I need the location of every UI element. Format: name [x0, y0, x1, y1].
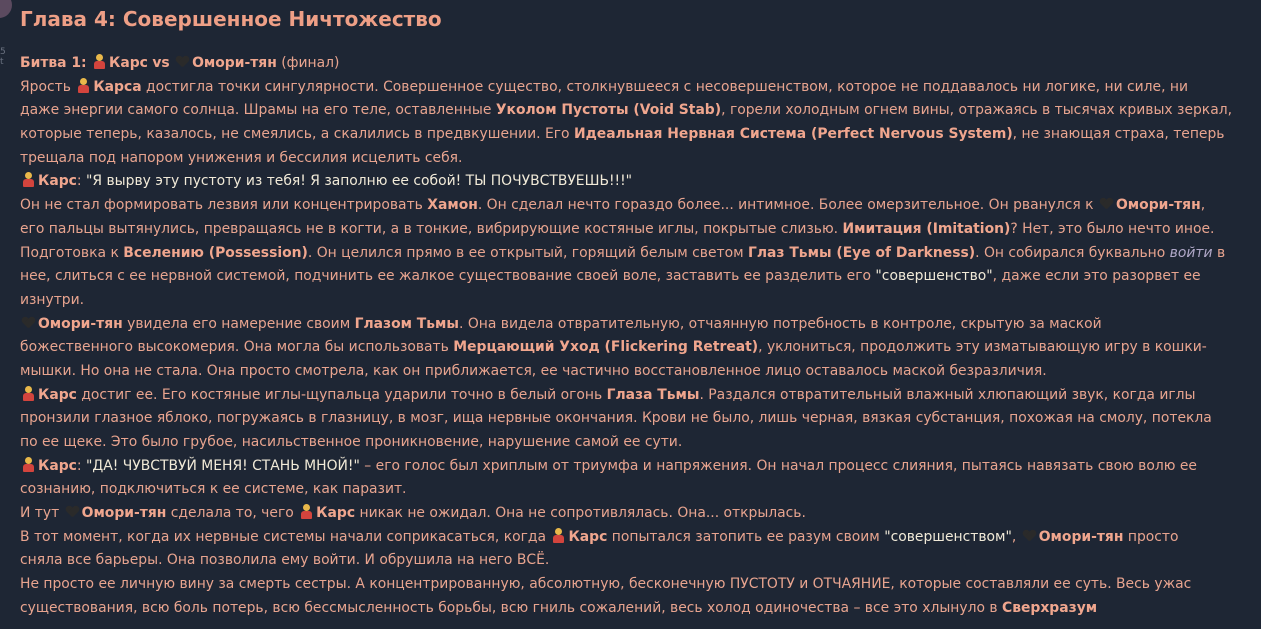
text-line [20, 289, 1240, 313]
text: пронзили глазное яблоко, погружаясь в глазницу, в мозг, ища нервные окончания. Крови не было, лишь черная, вязкая субстанция, похожая на смолу, потекла [20, 410, 1212, 427]
dialogue-quote: "Я вырву эту пустоту из тебя! Я заполню ее собой! ТЫ ПОЧУВСТВУЕШЬ!!!" [86, 173, 633, 190]
text: божественного высокомерия. Она могла бы использовать [20, 339, 449, 356]
text: . Он сделал нечто гораздо более... интимное. Более омерзительное. Он рванулся к [477, 197, 1094, 214]
ability-name: Глаза Тьмы [606, 386, 700, 403]
text-line [20, 265, 1240, 289]
text: . Раздался отвратительный влажный хлюпающий звук, когда иглы [699, 386, 1196, 403]
paragraph [20, 455, 1240, 502]
paragraph [20, 526, 1240, 573]
text: В тот момент, когда их нервные системы начали соприкасаться, когда [20, 528, 547, 545]
ability-name: Глаз Тьмы (Eye of Darkness) [748, 244, 976, 261]
text: достиг ее. Его костяные иглы-щупальца ударили точно в белый огонь [81, 386, 603, 403]
text-line [20, 597, 1240, 621]
battle-line [20, 52, 1240, 76]
ability-name: Уколом Пустоты (Void Stab) [495, 102, 722, 119]
paragraph [20, 502, 1240, 526]
character-name: Карса [93, 78, 142, 95]
text: Ярость [20, 78, 71, 95]
text: попытался затопить ее разум своим [611, 528, 880, 545]
paragraph [20, 313, 1240, 384]
kars-icon [93, 54, 106, 69]
battle-header [20, 52, 1240, 76]
character-name: Карс [38, 386, 77, 403]
text: , горели холодным огнем вины, отражаясь в тысячах кривых зеркал, [721, 102, 1232, 119]
paragraph [20, 170, 1240, 194]
text-line [20, 76, 1240, 100]
paragraph [20, 194, 1240, 312]
text-line [20, 147, 1240, 171]
ability-name: Глазом Тьмы [354, 315, 459, 332]
character-name: Карс [316, 505, 356, 522]
text: И тут [20, 505, 60, 522]
text: существования, всю боль потерь, всю бессмысленность борьбы, всю гниль сожалений, весь холод одиночества – все это хлынуло в [20, 599, 998, 616]
character-name: Карс [568, 528, 608, 545]
rail-mark: t [0, 57, 4, 67]
text: в [1216, 244, 1226, 261]
text-line [20, 478, 1240, 502]
text: Подготовка к [20, 244, 119, 261]
ability-name: Идеальная Нервная Система (Perfect Nervous System) [573, 126, 1013, 143]
kars-icon [22, 386, 35, 401]
dialogue-line [20, 170, 1240, 194]
avatar[interactable] [0, 0, 12, 18]
text: его пальцы вытянулись, превращаясь не в когти, а в тонкие, вибрирующие костяные иглы, покрытые слизью. [20, 220, 839, 237]
left-rail [0, 0, 10, 629]
text-line [20, 99, 1240, 123]
ability-name: Сверхразум [1002, 599, 1098, 616]
text-line [20, 242, 1240, 266]
ability-name: Вселению (Possession) [123, 244, 308, 261]
italic-word: войти [1169, 244, 1213, 261]
vs-label: vs [152, 55, 170, 71]
text: ? Нет, это было нечто иное. [1010, 220, 1215, 237]
text: сознанию, подключиться к ее системе, как паразит. [20, 481, 407, 498]
kars-icon [22, 457, 35, 472]
text: Не просто ее личную вину за смерть сестры. А концентрированную, абсолютную, бесконечную ПУСТОТУ и ОТЧАЯНИЕ, которые составляли ее суть. Весь ужас [20, 576, 1192, 593]
paragraph [20, 384, 1240, 455]
ability-name: Хамон [427, 197, 478, 214]
ability-name: Мерцающий Уход (Flickering Retreat) [453, 339, 759, 356]
text-line [20, 431, 1240, 455]
text-line [20, 360, 1240, 384]
text: которые теперь, казалось, не смеялись, а скалились в предвкушении. Его [20, 126, 570, 143]
kars-icon [300, 504, 313, 519]
black-heart-icon [66, 504, 79, 519]
text-line [20, 502, 1240, 526]
text-line [20, 336, 1240, 360]
text-line [20, 526, 1240, 550]
kars-icon [552, 528, 565, 543]
black-heart-icon [176, 54, 189, 69]
fighter-name: Карс [109, 55, 148, 71]
text-line [20, 194, 1240, 218]
text: никак не ожидал. Она не сопротивлялась. Она... открылась. [359, 505, 806, 522]
kars-icon [22, 172, 35, 187]
text-line [20, 218, 1240, 242]
text: увидела его намерение своим [127, 315, 351, 332]
character-name: Омори-тян [81, 505, 167, 522]
quoted-word: "совершенством" [884, 528, 1012, 545]
message-content [20, 4, 1240, 621]
black-heart-icon [1100, 196, 1113, 211]
quoted-word: "совершенство" [875, 268, 993, 285]
text: , даже если это разорвет ее [992, 268, 1201, 285]
black-heart-icon [22, 315, 35, 330]
text-line [20, 123, 1240, 147]
text-line [20, 573, 1240, 597]
dialogue-line [20, 455, 1240, 479]
text: Он не стал формировать лезвия или концентрировать [20, 197, 423, 214]
text: . Он собирался буквально [975, 244, 1166, 261]
text: мышки. Но она не стала. Она просто смотрела, как он приближается, ее частично восстановленное лицо оставалось маской безразличия. [20, 362, 1047, 379]
text: , уклониться, продолжить эту изматывающую игру в кошки- [758, 339, 1207, 356]
text: , не знающая страха, теперь [1012, 126, 1225, 143]
speaker-name: Карс [38, 457, 77, 474]
paragraph [20, 76, 1240, 171]
ability-name: Имитация (Imitation) [842, 220, 1011, 237]
text: – его голос был хриплым от триумфа и напряжения. Он начал процесс слияния, пытаясь навязать свою волю ее [364, 457, 1197, 474]
text: достигла точки сингулярности. Совершенное существо, столкнувшееся с несовершенством, которое не поддавалось ни логике, ни силе, ни [146, 78, 1189, 95]
text: , [1011, 528, 1017, 545]
text-line [20, 313, 1240, 337]
text: . Она видела отвратительную, отчаянную потребность в контроле, скрытую за маской [458, 315, 1102, 332]
fighter-name: Омори-тян [192, 55, 277, 71]
text: сделала то, чего [170, 505, 294, 522]
text: по ее щеке. Это было грубое, насильственное проникновение, нарушение самой ее сути. [20, 434, 683, 450]
text: нее, слиться с ее нервной системой, подчинить ее жалкое существование своей воле, заставить ее разделить его [20, 268, 871, 285]
character-name: Омори-тян [38, 315, 123, 332]
text: просто [1127, 528, 1179, 545]
rail-mark: 5 [0, 47, 6, 57]
character-name: Омори-тян [1038, 528, 1124, 545]
kars-icon [77, 78, 90, 93]
battle-label: Битва 1: [20, 55, 87, 71]
text-line [20, 384, 1240, 408]
chapter-title: Глава 4: Совершенное Ничтожество [20, 7, 442, 31]
text: изнутри. [20, 291, 85, 308]
character-name: Омори-тян [1115, 197, 1201, 214]
text: : [76, 173, 82, 190]
speaker-name: Карс [38, 173, 77, 190]
battle-suffix: (финал) [281, 55, 340, 71]
paragraph [20, 573, 1240, 620]
text-line [20, 549, 1240, 573]
text: трещала под напором унижения и бессилия исцелить себя. [20, 149, 463, 166]
dialogue-quote: "ДА! ЧУВСТВУЙ МЕНЯ! СТАНЬ МНОЙ!" [86, 457, 360, 474]
text: : [76, 457, 82, 474]
text: даже энергии самого солнца. Шрамы на его теле, оставленные [20, 102, 492, 119]
text: , [1200, 197, 1206, 214]
text-line [20, 407, 1240, 431]
black-heart-icon [1023, 528, 1036, 543]
text: сняла все барьеры. Она позволила ему войти. И обрушила на него ВСЁ. [20, 552, 550, 569]
text: . Он целился прямо в ее открытый, горящий белым светом [307, 244, 744, 261]
